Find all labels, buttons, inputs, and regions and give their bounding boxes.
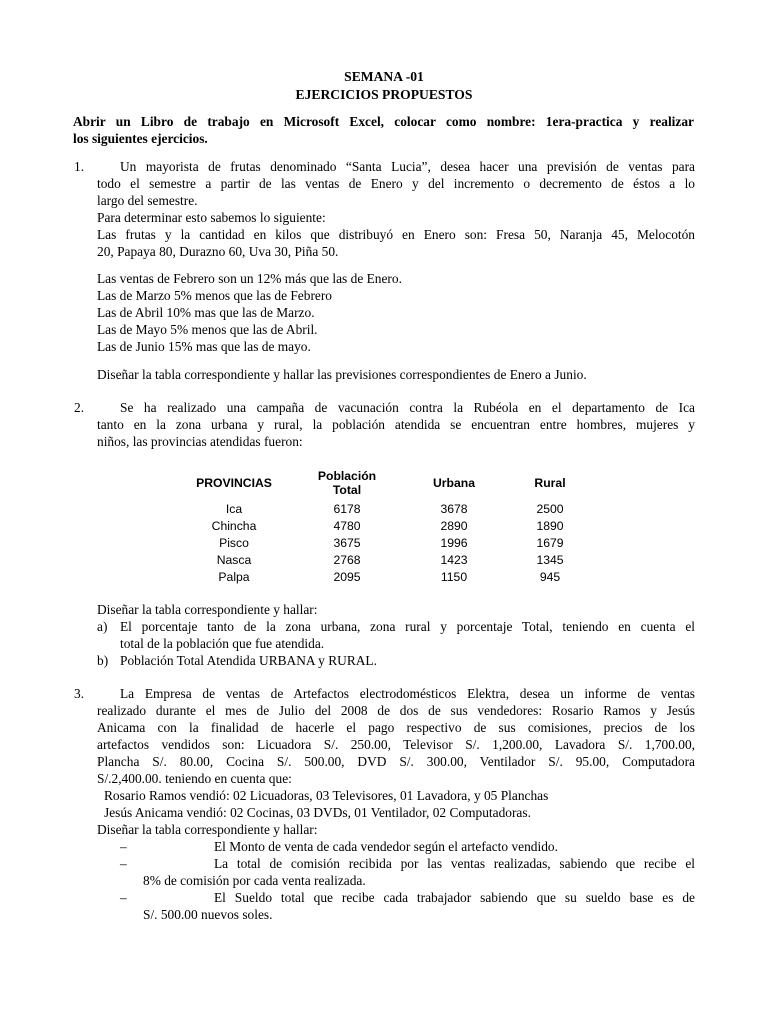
- item-a-label: a): [97, 619, 108, 634]
- population-rural: 1679: [536, 535, 564, 550]
- population-total: 2095: [333, 569, 361, 584]
- exercise-1-line-4: Para determinar esto sabemos lo siguiente:: [97, 210, 326, 225]
- header-poblacion-total: [292, 465, 402, 501]
- population-total: 2768: [333, 552, 361, 567]
- exercise-1-number: 1.: [74, 159, 85, 174]
- exercise-2-line-1: Se ha realizado una campaña de vacunación contra la Rubéola en el departamento de Ica: [120, 400, 695, 415]
- intro-line-2: los siguientes ejercicios.: [73, 131, 208, 146]
- item-a-line-2: total de la población que fue atendida.: [120, 636, 325, 651]
- table-row: [176, 518, 594, 535]
- exercise-3-item-1: El Monto de venta de cada vendedor según el artefacto vendido.: [214, 839, 558, 854]
- exercise-1-rule: Las de Mayo 5% menos que las de Abril.: [97, 322, 318, 337]
- population-rural: 1890: [536, 519, 564, 534]
- exercise-1-rule: Las ventas de Febrero son un 12% más que las de Enero.: [97, 271, 402, 286]
- population-urban: 1423: [440, 552, 468, 567]
- table-header-row: [176, 465, 594, 501]
- item-b-line-1: Población Total Atendida URBANA y RURAL.: [120, 653, 377, 668]
- exercise-1-rule: Las de Junio 15% mas que las de mayo.: [97, 339, 311, 354]
- exercise-1-line-2: todo el semestre a partir de las ventas de Enero y del incremento o decremento de éstos a lo: [97, 176, 695, 191]
- exercise-3-item-3-line-2: S/. 500.00 nuevos soles.: [143, 907, 273, 922]
- header-provincias: PROVINCIAS: [196, 476, 272, 490]
- table-row: [176, 568, 594, 585]
- intro-line-1: Abrir un Libro de trabajo en Microsoft Excel, colocar como nombre: 1era-practica y realizar: [73, 114, 694, 129]
- exercise-3-item-3-line-1: El Sueldo total que recibe cada trabajador sabiendo que su sueldo base es de: [214, 890, 695, 905]
- province-name: Nasca: [216, 552, 252, 567]
- item-a-line-1: El porcentaje tanto de la zona urbana, zona rural y porcentaje Total, teniendo en cuenta el: [120, 619, 695, 634]
- week-title: SEMANA -01: [344, 69, 424, 84]
- exercise-1-rule: Las de Abril 10% mas que las de Marzo.: [97, 305, 315, 320]
- population-rural: 1345: [536, 552, 564, 567]
- exercise-3-number: 3.: [74, 686, 85, 701]
- exercise-2-number: 2.: [74, 400, 85, 415]
- exercise-3-line-5: Plancha S/. 80.00, Cocina S/. 500.00, DVD S/. 300.00, Ventilador S/. 95.00, Computadora: [97, 754, 695, 769]
- item-b-label: b): [97, 653, 109, 668]
- population-rural: 945: [539, 569, 561, 584]
- province-name: Palpa: [218, 569, 250, 584]
- table-row: [176, 501, 594, 518]
- table-row: [176, 551, 594, 568]
- bullet-dash: –: [120, 839, 127, 854]
- exercise-2-line-3: niños, las provincias atendidas fueron:: [97, 434, 303, 449]
- exercises-title: EJERCICIOS PROPUESTOS: [295, 87, 473, 102]
- exercise-3-line-1: La Empresa de ventas de Artefactos electrodomésticos Elektra, desea un informe de ventas: [120, 686, 695, 701]
- population-urban: 3678: [440, 502, 468, 517]
- population-urban: 1150: [440, 569, 468, 584]
- exercise-1-task: Diseñar la tabla correspondiente y hallar las previsiones correspondientes de Enero a Junio.: [97, 367, 587, 382]
- exercise-3-line-6: S/.2,400.00. teniendo en cuenta que:: [97, 771, 292, 786]
- province-name: Ica: [225, 502, 243, 517]
- exercise-3-seller-1: Rosario Ramos vendió: 02 Licuadoras, 03 Televisores, 01 Lavadora, y 05 Planchas: [104, 788, 549, 803]
- provinces-table: [176, 465, 594, 585]
- header-urbana: Urbana: [433, 476, 475, 490]
- bullet-dash: –: [120, 890, 127, 905]
- province-name: Chincha: [211, 519, 257, 534]
- exercise-1-line-3: largo del semestre.: [97, 193, 198, 208]
- exercise-3-item-2-line-2: 8% de comisión por cada venta realizada.: [143, 873, 366, 888]
- exercise-2-task: Diseñar la tabla correspondiente y hallar:: [97, 602, 318, 617]
- exercise-3-seller-2: Jesús Anicama vendió: 02 Cocinas, 03 DVDs, 01 Ventilador, 02 Computadoras.: [104, 805, 531, 820]
- exercise-3-line-2: realizado durante el mes de Julio del 2008 de dos de sus vendedores: Rosario Ramos y Jesús: [97, 703, 695, 718]
- exercise-3-line-3: Anicama con la finalidad de hacerle el pago respectivo de sus comisiones, precios de los: [97, 720, 695, 735]
- exercise-3-task: Diseñar la tabla correspondiente y hallar:: [97, 822, 318, 837]
- population-total: 6178: [333, 502, 361, 517]
- population-total: 3675: [333, 535, 361, 550]
- bullet-dash: –: [120, 856, 127, 871]
- exercise-3-line-4: artefactos vendidos son: Licuadora S/. 250.00, Televisor S/. 1,200.00, Lavadora S/. 1,700.00,: [97, 737, 695, 752]
- exercise-2-line-2: tanto en la zona urbana y rural, la población atendida se encuentran entre hombres, mujeres y: [97, 417, 695, 432]
- exercise-1-line-5: Las frutas y la cantidad en kilos que distribuyó en Enero son: Fresa 50, Naranja 45, Melocotón: [97, 227, 695, 242]
- exercise-1-line-6: 20, Papaya 80, Durazno 60, Uva 30, Piña 50.: [97, 244, 339, 259]
- exercise-1-rule: Las de Marzo 5% menos que las de Febrero: [97, 288, 333, 303]
- header-rural: Rural: [534, 476, 566, 490]
- population-urban: 2890: [440, 519, 468, 534]
- exercise-3-item-2-line-1: La total de comisión recibida por las ventas realizadas, sabiendo que recibe el: [214, 856, 695, 871]
- population-rural: 2500: [536, 502, 564, 517]
- header-poblacion-total-text: Población Total: [317, 469, 377, 497]
- population-total: 4780: [333, 519, 361, 534]
- province-name: Pisco: [219, 535, 249, 550]
- population-urban: 1996: [440, 535, 468, 550]
- exercise-1-line-1: Un mayorista de frutas denominado “Santa Lucia”, desea hacer una previsión de ventas para: [120, 159, 695, 174]
- table-row: [176, 535, 594, 552]
